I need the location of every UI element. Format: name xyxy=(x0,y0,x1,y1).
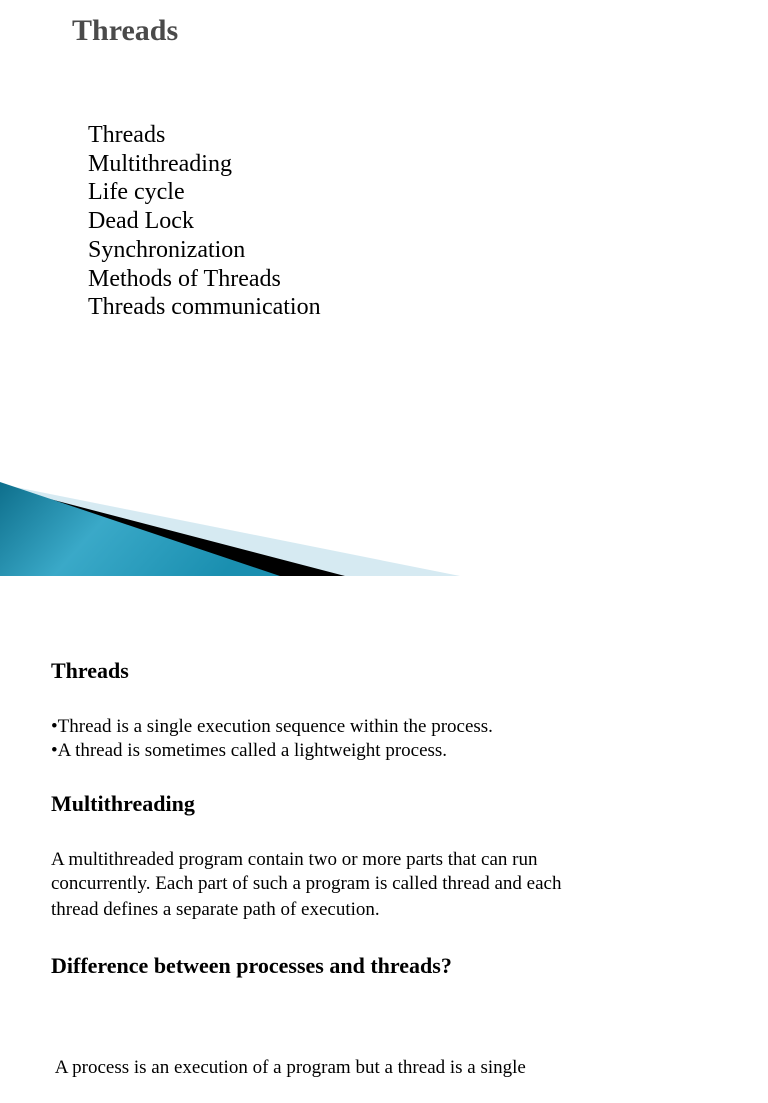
topic-item: Threads communication xyxy=(88,294,321,321)
bullet-item: •Thread is a single execution sequence within the process. xyxy=(51,716,493,737)
heading-multithreading: Multithreading xyxy=(51,791,195,816)
topic-list xyxy=(88,121,321,322)
paragraph-line: thread defines a separate path of execution. xyxy=(51,899,380,920)
topic-item: Methods of Threads xyxy=(88,265,281,292)
swoosh-teal-wedge xyxy=(0,482,280,576)
threads-bullets xyxy=(51,715,493,762)
topic-item: Life cycle xyxy=(88,179,185,206)
topic-item: Dead Lock xyxy=(88,208,194,235)
multithreading-paragraph xyxy=(51,848,561,922)
difference-paragraph xyxy=(51,1009,526,1103)
topic-item: Threads xyxy=(88,122,166,148)
slide-title: Threads xyxy=(72,14,179,47)
topic-item: Multithreading xyxy=(88,150,232,177)
heading-threads: Threads xyxy=(51,658,129,683)
paragraph-line: A multithreaded program contain two or more parts that can run xyxy=(51,849,538,870)
paragraph-line: A process is an execution of a program but a thread is a single xyxy=(51,1057,526,1078)
bullet-item: •A thread is sometimes called a lightweight process. xyxy=(51,739,448,761)
decorative-swoosh xyxy=(0,478,460,576)
paragraph-line: concurrently. Each part of such a program is called thread and each xyxy=(51,872,562,894)
topic-item: Synchronization xyxy=(88,236,246,263)
heading-difference: Difference between processes and threads? xyxy=(51,953,452,978)
